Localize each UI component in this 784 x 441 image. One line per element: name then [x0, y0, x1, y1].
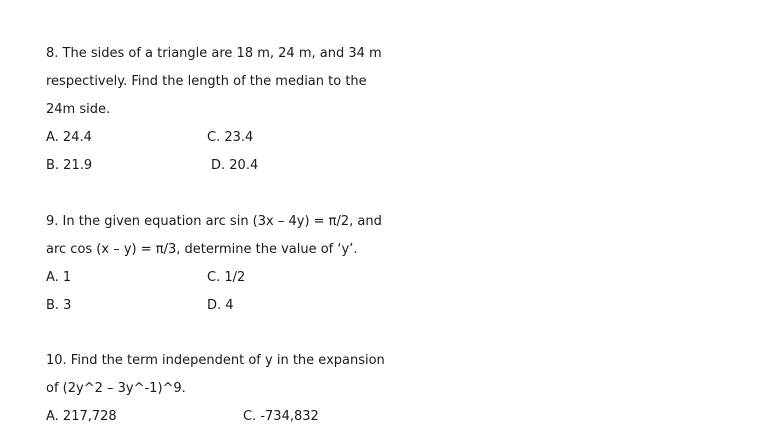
question-10-option-a: A. 217,728	[46, 409, 117, 424]
question-10-line-2: of (2y^2 – 3y^-1)^9.	[46, 381, 186, 396]
question-10-line-1: 10. Find the term independent of y in the expansion	[46, 353, 385, 368]
question-8-option-b: B. 21.9	[46, 158, 93, 173]
question-9-option-d: D. 4	[207, 298, 234, 313]
question-8-line-3: 24m side.	[46, 102, 111, 117]
question-9-option-a: A. 1	[46, 270, 72, 285]
question-10-option-c: C. -734,832	[243, 409, 319, 424]
question-8-option-c: C. 23.4	[207, 130, 254, 145]
question-9-line-2: arc cos (x – y) = π/3, determine the value of ‘y’.	[46, 242, 358, 257]
question-9-line-1: 9. In the given equation arc sin (3x – 4y) = π/2, and	[46, 214, 382, 229]
question-9-option-c: C. 1/2	[207, 270, 246, 285]
question-8-option-d: D. 20.4	[211, 158, 259, 173]
question-8-line-2: respectively. Find the length of the median to the	[46, 74, 367, 89]
question-8-line-1: 8. The sides of a triangle are 18 m, 24 m, and 34 m	[46, 46, 382, 61]
question-9-option-b: B. 3	[46, 298, 72, 313]
question-8-option-a: A. 24.4	[46, 130, 92, 145]
